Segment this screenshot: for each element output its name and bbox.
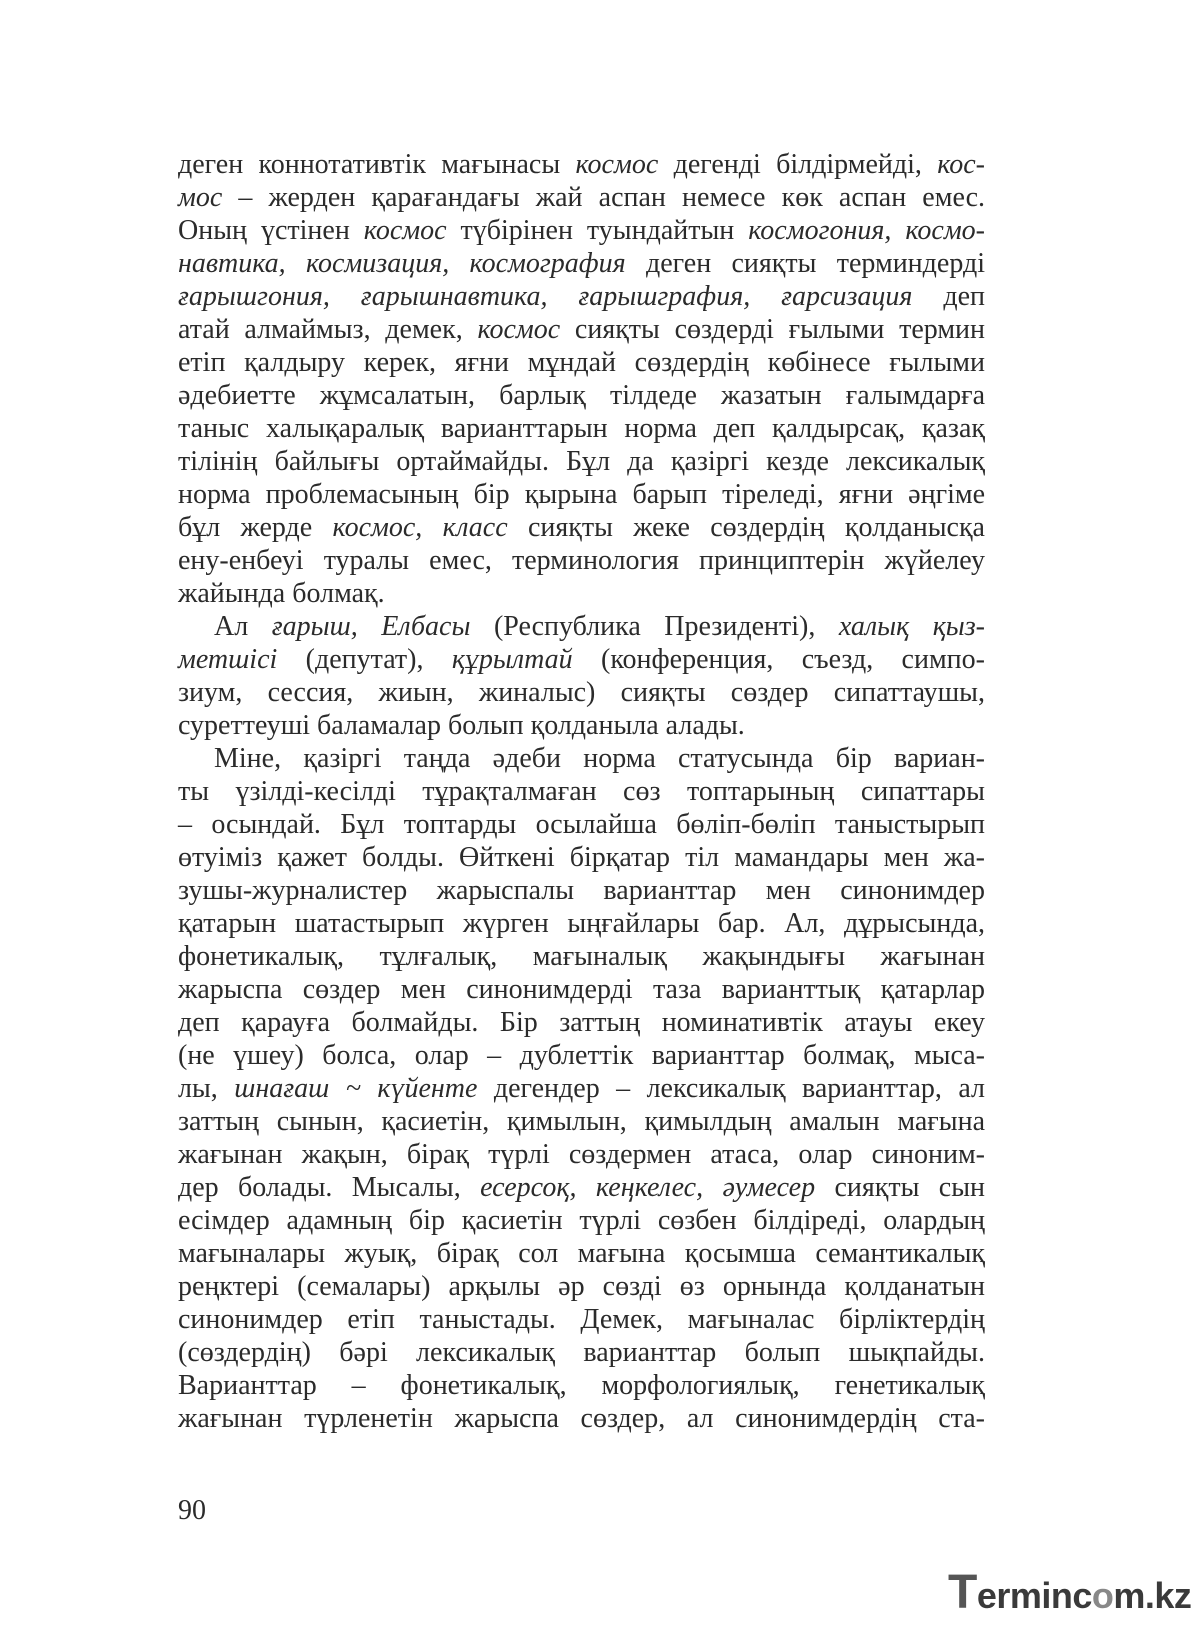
text-line bbox=[178, 313, 985, 346]
text-segment: суреттеуші баламалар болып қолданыла алады. bbox=[178, 710, 745, 741]
text-line bbox=[178, 709, 985, 742]
italic-term: ғарыш, Елбасы bbox=[271, 611, 471, 642]
italic-term: космос bbox=[363, 215, 447, 246]
text-segment: қатарын шатастырып жүрген ыңғайлары бар. Ал, дұрысында, bbox=[178, 908, 985, 939]
text-segment: есімдер адамның бір қасиетін түрлі сөзбен білдіреді, олардың bbox=[178, 1205, 985, 1236]
text-segment: ты үзілді-кесілді тұрақталмаған сөз топтарының сипаттары bbox=[178, 776, 985, 807]
text-line bbox=[178, 775, 985, 808]
text-segment: Міне, қазіргі таңда әдеби норма статусында бір вариан- bbox=[214, 743, 985, 774]
text-line bbox=[178, 1072, 985, 1105]
text-line bbox=[178, 907, 985, 940]
italic-term: мос bbox=[178, 182, 223, 213]
italic-term: космос bbox=[575, 149, 659, 180]
text-segment: зушы-журналистер жарыспалы варианттар мен синонимдер bbox=[178, 875, 985, 906]
text-segment: деп bbox=[912, 281, 985, 312]
italic-term: космос bbox=[477, 314, 561, 345]
text-line bbox=[178, 346, 985, 379]
text-segment: тілінің байлығы ортаймайды. Бұл да қазіргі кезде лексикалық bbox=[178, 446, 985, 477]
text-segment: (Республика Президенті), bbox=[470, 611, 839, 642]
page-number: 90 bbox=[178, 1495, 206, 1526]
text-segment: жарыспа сөздер мен синонимдерді таза варианттық қатарлар bbox=[178, 974, 985, 1005]
text-line bbox=[178, 181, 985, 214]
watermark-text-end: m.kz bbox=[1113, 1575, 1191, 1616]
text-line bbox=[178, 1138, 985, 1171]
text-line bbox=[178, 412, 985, 445]
text-segment: түбірінен туындайтын bbox=[446, 215, 749, 246]
text-line bbox=[178, 742, 985, 775]
text-segment: (депутат), bbox=[277, 644, 452, 675]
text-segment: фонетикалық, тұлғалық, мағыналық жақындығы жағынан bbox=[178, 941, 985, 972]
text-line bbox=[178, 1039, 985, 1072]
italic-term: ғарышгония, ғарышнавтика, ғарышграфия, ғарсизация bbox=[178, 281, 913, 312]
text-segment: – осындай. Бұл топтарды осылайша бөліп-бөліп таныстырып bbox=[178, 809, 985, 840]
text-line bbox=[178, 610, 985, 643]
text-segment: етіп қалдыру керек, яғни мұндай сөздердің көбінесе ғылыми bbox=[178, 347, 985, 378]
text-segment: Варианттар – фонетикалық, морфологиялық, генетикалық bbox=[178, 1370, 985, 1401]
text-segment: Оның үстінен bbox=[178, 215, 364, 246]
text-segment: сияқты сын bbox=[815, 1172, 986, 1203]
text-line bbox=[178, 676, 985, 709]
text-segment: Ал bbox=[214, 611, 272, 642]
text-line bbox=[178, 544, 985, 577]
text-line bbox=[178, 643, 985, 676]
text-line bbox=[178, 1303, 985, 1336]
watermark-letter-o: o bbox=[1091, 1575, 1114, 1616]
text-segment: – жерден қарағандағы жай аспан немесе көк аспан емес. bbox=[222, 182, 985, 213]
text-line bbox=[178, 1006, 985, 1039]
italic-term: құрылтай bbox=[451, 644, 573, 675]
italic-term: халық қыз- bbox=[838, 611, 986, 642]
text-segment: өтуіміз қажет болды. Өйткені бірқатар тіл мамандары мен жа- bbox=[178, 842, 985, 873]
text-segment: жайында болмақ. bbox=[178, 578, 385, 609]
text-segment: дегендер – лексикалық варианттар, ал bbox=[477, 1073, 985, 1104]
text-line bbox=[178, 1204, 985, 1237]
text-line bbox=[178, 874, 985, 907]
italic-term: навтика, космизация, космография bbox=[178, 248, 626, 279]
text-segment: сияқты сөздерді ғылыми термин bbox=[560, 314, 986, 345]
text-segment: жағынан түрленетін жарыспа сөздер, ал синонимдердің ста- bbox=[178, 1403, 985, 1434]
text-line bbox=[178, 445, 985, 478]
text-segment: (конференция, съезд, симпо- bbox=[572, 644, 985, 675]
text-line bbox=[178, 148, 985, 181]
text-line bbox=[178, 808, 985, 841]
text-line bbox=[178, 1105, 985, 1138]
text-segment: атай алмаймыз, демек, bbox=[178, 314, 478, 345]
site-watermark-logo bbox=[948, 1565, 1191, 1620]
text-line bbox=[178, 1336, 985, 1369]
text-segment: зиум, сессия, жиын, жиналыс) сияқты сөздер сипаттаушы, bbox=[178, 677, 985, 708]
text-segment: деген сияқты терминдерді bbox=[625, 248, 985, 279]
italic-term: есерсоқ, кеңкелес, әумесер bbox=[480, 1172, 816, 1203]
text-segment: норма проблемасының бір қырына барып тіреледі, яғни әңгіме bbox=[178, 479, 985, 510]
text-line bbox=[178, 280, 985, 313]
text-line bbox=[178, 1369, 985, 1402]
italic-term: шнағаш ~ күйенте bbox=[234, 1073, 478, 1104]
body-text bbox=[178, 148, 985, 1435]
text-segment: реңктері (семалары) арқылы әр сөзді өз орнында қолданатын bbox=[178, 1271, 985, 1302]
watermark-text-middle: erminc bbox=[976, 1575, 1092, 1616]
text-segment: (не үшеу) болса, олар – дублеттік варианттар болмақ, мыса- bbox=[178, 1040, 985, 1071]
watermark-letter-t: T bbox=[948, 1566, 977, 1619]
italic-term: космогония, космо- bbox=[748, 215, 986, 246]
text-line bbox=[178, 379, 985, 412]
text-segment: бұл жерде bbox=[178, 512, 333, 543]
text-line bbox=[178, 1171, 985, 1204]
text-segment: мағыналары жуық, бірақ сол мағына қосымша семантикалық bbox=[178, 1238, 985, 1269]
text-line bbox=[178, 577, 985, 610]
text-line bbox=[178, 511, 985, 544]
text-segment: дегенді білдірмейді, bbox=[658, 149, 938, 180]
text-segment: синонимдер етіп таныстады. Демек, мағыналас бірліктердің bbox=[178, 1304, 985, 1335]
italic-term: кос- bbox=[937, 149, 986, 180]
text-line bbox=[178, 940, 985, 973]
text-segment: әдебиетте жұмсалатын, барлық тілдеде жазатын ғалымдарға bbox=[178, 380, 985, 411]
text-line bbox=[178, 478, 985, 511]
text-segment: деп қарауға болмайды. Бір заттың номинативтік атауы екеу bbox=[178, 1007, 985, 1038]
text-line bbox=[178, 1402, 985, 1435]
italic-term: космос, класс bbox=[332, 512, 508, 543]
text-segment: заттың сынын, қасиетін, қимылын, қимылдың амалын мағына bbox=[178, 1106, 985, 1137]
text-segment: дер болады. Мысалы, bbox=[178, 1172, 481, 1203]
text-line bbox=[178, 973, 985, 1006]
text-line bbox=[178, 247, 985, 280]
text-segment: деген коннотативтік мағынасы bbox=[178, 149, 576, 180]
text-line bbox=[178, 214, 985, 247]
text-segment: (сөздердің) бәрі лексикалық варианттар болып шықпайды. bbox=[178, 1337, 985, 1368]
italic-term: метшісі bbox=[178, 644, 278, 675]
text-segment: таныс халықаралық варианттарын норма деп қалдырсақ, қазақ bbox=[178, 413, 985, 444]
text-segment: лы, bbox=[178, 1073, 235, 1104]
text-line bbox=[178, 1270, 985, 1303]
text-line bbox=[178, 841, 985, 874]
text-line bbox=[178, 1237, 985, 1270]
text-segment: жағынан жақын, бірақ түрлі сөздермен атаса, олар синоним- bbox=[178, 1139, 985, 1170]
text-segment: ену-енбеуі туралы емес, терминология принциптерін жүйелеу bbox=[178, 545, 985, 576]
text-segment: сияқты жеке сөздердің қолданысқа bbox=[507, 512, 985, 543]
